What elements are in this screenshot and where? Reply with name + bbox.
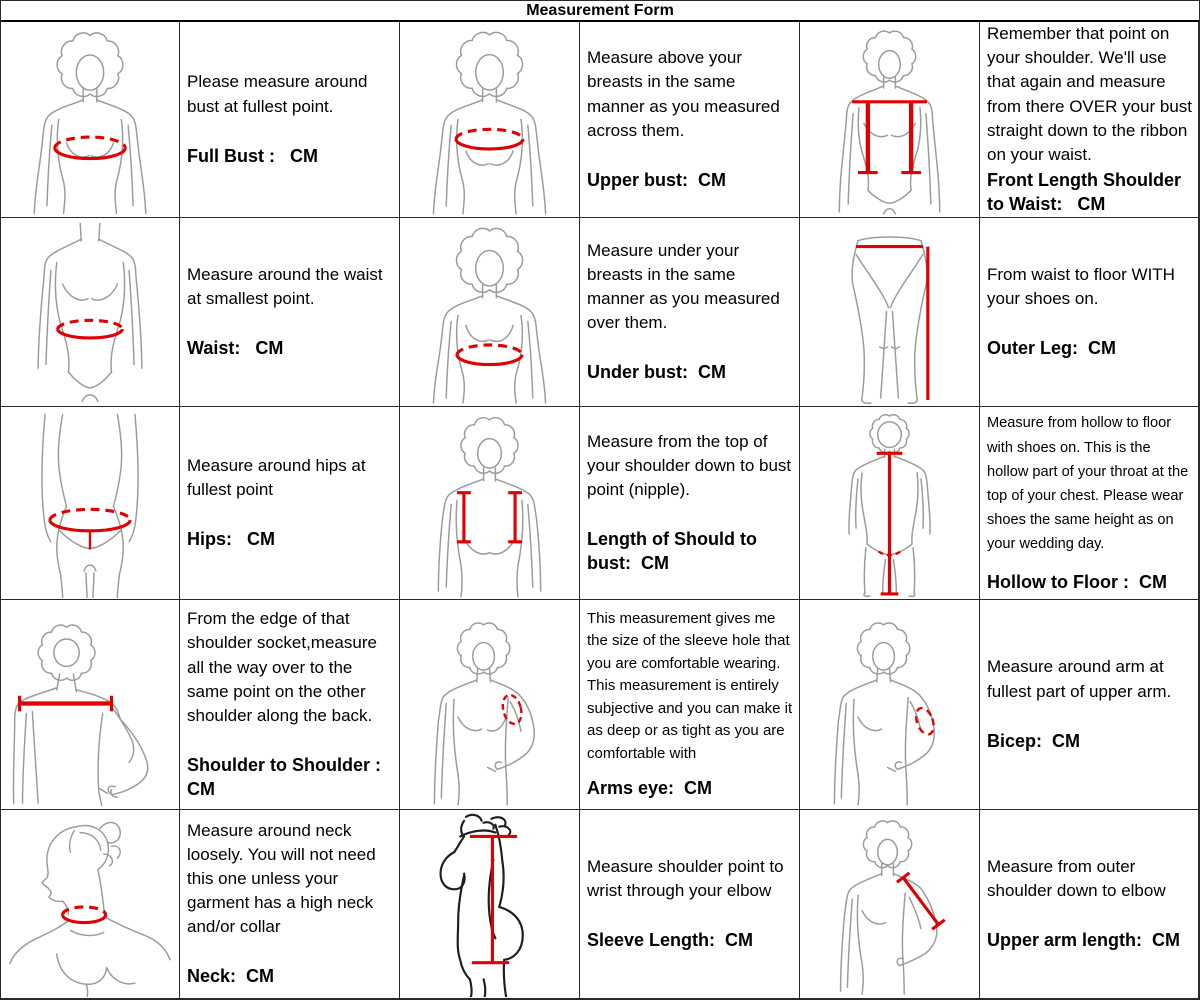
under-bust-text-cell	[580, 218, 800, 407]
full-bust-description: Please measure around bust at fullest point.	[187, 72, 373, 116]
full-bust-label: Full Bust : CM	[187, 145, 318, 166]
hollow-to-floor-figure	[800, 407, 980, 600]
upper-arm-length-label: Upper arm length: CM	[987, 930, 1181, 951]
hips-text-cell	[180, 407, 400, 600]
bicep-label: Bicep: CM	[987, 730, 1081, 751]
waist-description: Measure around the waist at smallest point.	[187, 264, 388, 309]
shoulder-to-bust-text-cell	[580, 407, 800, 600]
sleeve-length-description: Measure shoulder point to wrist through your elbow	[587, 856, 789, 901]
form-title: Measurement Form	[1, 1, 1199, 22]
bicep-text-cell	[980, 600, 1199, 810]
under-bust-label: Under bust: CM	[587, 362, 726, 383]
upper-bust-text-cell	[580, 22, 800, 218]
shoulder-to-shoulder-label: Shoulder to Shoulder : CM	[187, 754, 387, 799]
shoulder-to-shoulder-figure	[1, 600, 180, 810]
under-bust-figure	[400, 218, 580, 407]
neck-figure	[1, 810, 180, 999]
front-length-description: Remember that point on your shoulder. We'll use that again and measure from there OVER your bust straight down to the ribbon on your waist.	[987, 24, 1197, 164]
arms-eye-figure	[400, 600, 580, 810]
sleeve-length-label: Sleeve Length: CM	[587, 930, 754, 951]
outer-leg-description: From waist to floor WITH your shoes on.	[987, 264, 1180, 309]
front-length-shoulder-to-waist-figure	[800, 22, 980, 218]
full-bust-text-cell	[180, 22, 400, 218]
neck-description: Measure around neck loosely. You will not need this one unless your garment has a high neck and/or collar	[187, 820, 381, 937]
arms-eye-text-cell	[580, 600, 800, 810]
upper-bust-label: Upper bust: CM	[587, 169, 726, 190]
full-bust-figure	[1, 22, 180, 218]
waist-label: Waist: CM	[187, 338, 284, 359]
arms-eye-description: This measurement gives me the size of the sleeve hole that you are comfortable wearing. This measurement is entirely subjective and you can make it as deep or as tight as you are comfortable with	[587, 609, 797, 762]
shoulder-to-shoulder-text-cell	[180, 600, 400, 810]
arms-eye-label: Arms eye: CM	[587, 778, 713, 799]
front-length-text-cell	[980, 22, 1199, 218]
outer-leg-figure	[800, 218, 980, 407]
hollow-to-floor-description: Measure from hollow to floor with shoes on. This is the hollow part of your throat at the top of your chest. Please wear shoes the same height as on your wedding day.	[987, 415, 1193, 553]
upper-bust-description: Measure above your breasts in the same manner as you measured across them.	[587, 48, 785, 140]
hollow-to-floor-label: Hollow to Floor : CM	[987, 571, 1167, 592]
hips-description: Measure around hips at fullest point	[187, 455, 371, 500]
bicep-description: Measure around arm at fullest part of upper arm.	[987, 657, 1172, 701]
upper-arm-length-text-cell	[980, 810, 1199, 999]
front-length-label: Front Length Shoulder to Waist: CM	[987, 169, 1186, 214]
outer-leg-label: Outer Leg: CM	[987, 338, 1116, 359]
under-bust-description: Measure under your breasts in the same manner as you measured over them.	[587, 240, 785, 333]
waist-text-cell	[180, 218, 400, 407]
upper-arm-length-description: Measure from outer shoulder down to elbow	[987, 856, 1166, 901]
upper-arm-length-figure	[800, 810, 980, 999]
shoulder-to-shoulder-description: From the edge of that shoulder socket,measure all the way over to the same point on the other shoulder along the back.	[187, 609, 382, 725]
bicep-figure	[800, 600, 980, 810]
shoulder-to-bust-description: Measure from the top of your shoulder down to bust point (nipple).	[587, 431, 796, 500]
neck-text-cell	[180, 810, 400, 999]
neck-label: Neck: CM	[187, 966, 275, 987]
shoulder-to-bust-figure	[400, 407, 580, 600]
hips-figure	[1, 407, 180, 600]
shoulder-to-bust-label: Length of Should to bust: CM	[587, 529, 762, 574]
outer-leg-text-cell	[980, 218, 1199, 407]
waist-figure	[1, 218, 180, 407]
hollow-to-floor-text-cell	[980, 407, 1199, 600]
upper-bust-figure	[400, 22, 580, 218]
sleeve-length-text-cell	[580, 810, 800, 999]
hips-label: Hips: CM	[187, 529, 275, 550]
sleeve-length-figure	[400, 810, 580, 999]
